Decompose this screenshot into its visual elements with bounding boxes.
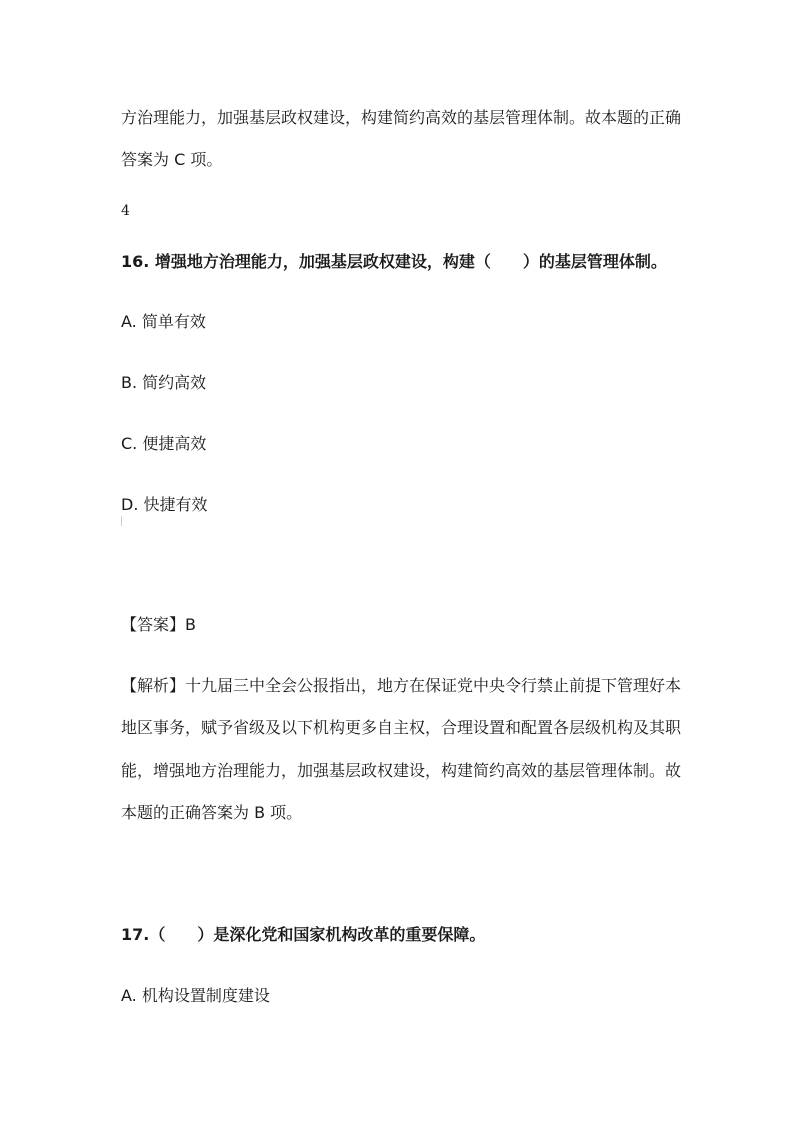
analysis-line-4: 本题的正确答案为 B 项。 xyxy=(121,803,303,822)
question-16-option-d: D. 快捷有效 xyxy=(121,495,208,514)
margin-mark xyxy=(121,516,122,526)
question-17-stem: 17.（ ）是深化党和国家机构改革的重要保障。 xyxy=(121,925,486,944)
question-16-answer: 【答案】B xyxy=(121,615,196,634)
prev-explanation-line-1: 方治理能力，加强基层政权建设，构建简约高效的基层管理体制。故本题的正确 xyxy=(121,108,682,127)
page-number: 4 xyxy=(121,203,130,219)
analysis-line-1: 【解析】十九届三中全会公报指出，地方在保证党中央令行禁止前提下管理好本 xyxy=(121,676,682,695)
prev-explanation-line-2: 答案为 C 项。 xyxy=(121,150,223,169)
question-16-option-c: C. 便捷高效 xyxy=(121,434,207,453)
question-16-option-a: A. 简单有效 xyxy=(121,312,206,331)
analysis-line-3: 能，增强地方治理能力，加强基层政权建设，构建简约高效的基层管理体制。故 xyxy=(121,761,682,780)
analysis-line-2: 地区事务，赋予省级及以下机构更多自主权，合理设置和配置各层级机构及其职 xyxy=(121,718,682,737)
question-16-option-b: B. 简约高效 xyxy=(121,373,207,392)
question-16-stem: 16. 增强地方治理能力，加强基层政权建设，构建（ ）的基层管理体制。 xyxy=(121,252,667,271)
question-17-option-a: A. 机构设置制度建设 xyxy=(121,986,270,1005)
